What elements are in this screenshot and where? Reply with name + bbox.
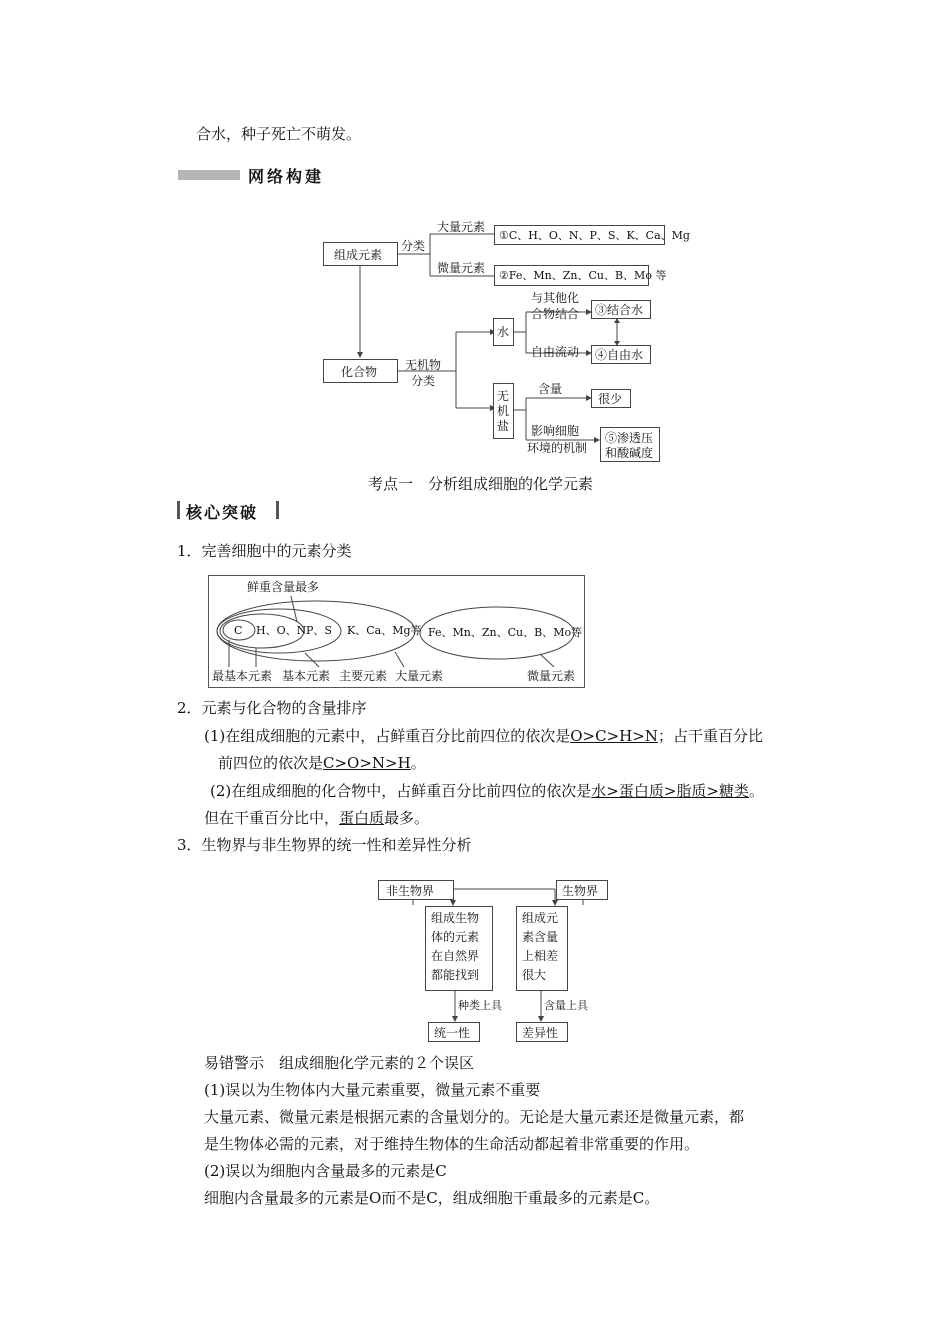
diff-reason-3: 上相差 — [522, 949, 559, 963]
item-2-2-text-f: 最多。 — [384, 809, 430, 827]
tongyi-box — [428, 1022, 480, 1042]
hanliang-label: 含量 — [538, 382, 563, 396]
unity-reason-1: 组成生物 — [431, 911, 480, 925]
label-weiliang: 微量元素 — [527, 669, 576, 683]
warning-3: 是生物体必需的元素，对于维持生物体的生命活动都起着非常重要的作用。 — [204, 1135, 700, 1153]
ziyou-label: ④自由水 — [595, 348, 644, 362]
shentou-line2: 和酸碱度 — [605, 446, 654, 460]
shentou-line1: ⑤渗透压 — [605, 431, 654, 445]
diff-reason-1: 组成元 — [522, 911, 559, 925]
unity-reason-4: 都能找到 — [431, 968, 480, 982]
warning-5: 细胞内含量最多的元素是O而不是C，组成细胞干重最多的元素是C。 — [204, 1189, 660, 1207]
yuqita-line1: 与其他化 — [531, 291, 580, 305]
label-daliang: 大量元素 — [395, 669, 444, 683]
warning-2: 大量元素、微量元素是根据元素的含量划分的。无论是大量元素还是微量元素，都 — [204, 1108, 745, 1126]
jiehe-label: ③结合水 — [595, 303, 644, 317]
fresh-weight-compound-order: 水>蛋白质>脂质>糖类 — [591, 782, 749, 800]
item-3: 3．生物界与非生物界的统一性和差异性分析 — [177, 836, 472, 854]
dry-weight-element-order: C>O>N>H — [323, 754, 411, 772]
daliang-box-text: ①C、H、O、N、P、S、K、Ca、Mg — [499, 229, 690, 242]
item-2: 2．元素与化合物的含量排序 — [177, 699, 367, 717]
warning-title: 易错警示 组成细胞化学元素的２个误区 — [204, 1054, 475, 1072]
label-zhuyao: 主要元素 — [339, 669, 388, 683]
tongyi-label: 统一性 — [434, 1026, 471, 1040]
item-1: 1．完善细胞中的元素分类 — [177, 542, 352, 560]
wujiyan-char-3: 盐 — [497, 419, 510, 433]
yingxiang-line2: 环境的机制 — [527, 441, 588, 455]
shengwu-label: 生物界 — [562, 884, 599, 898]
diff-reason-4: 很大 — [522, 968, 547, 982]
chayi-box — [516, 1022, 568, 1042]
micro-elements-label: Fe、Mn、Zn、Cu、B、Mo等 — [428, 626, 583, 639]
dry-weight-most-compound: 蛋白质 — [339, 809, 385, 827]
chayi-label: 差异性 — [522, 1026, 559, 1040]
fenlei-label-2: 分类 — [411, 374, 436, 388]
weiliang-box-text: ②Fe、Mn、Zn、Cu、B、Mo 等 — [499, 269, 667, 282]
continued-text: 合水，种子死亡不萌发。 — [196, 125, 362, 143]
feishengwu-box — [378, 880, 454, 900]
diff-reason-box — [516, 906, 568, 991]
item-2-2-text-d: 但在干重百分比中， — [204, 809, 340, 827]
ps-label: P、S — [306, 624, 332, 637]
kcamg-label: K、Ca、Mg等 — [347, 624, 422, 637]
kaodian-title: 考点一 分析组成细胞的化学元素 — [368, 475, 594, 493]
wujiwu-label: 无机物 — [405, 358, 442, 372]
zhonglei-label: 种类上具 — [458, 999, 502, 1012]
item-2-1-text-f: 。 — [410, 754, 426, 772]
c-label: C — [234, 624, 243, 637]
item-2-1-text-a: (1)在组成细胞的元素中，占鲜重百分比前四位的依次是 — [204, 727, 571, 745]
item-2-1-text-d: 前四位的依次是 — [218, 754, 324, 772]
fresh-weight-element-order: O>C>H>N — [570, 727, 658, 745]
wujiyan-char-1: 无 — [497, 389, 510, 403]
diff-reason-2: 素含量 — [522, 930, 559, 944]
label-jiben: 基本元素 — [282, 669, 331, 683]
zucheng-label: 组成元素 — [334, 248, 383, 262]
hon-label: H、O、N — [256, 624, 307, 637]
item-2-1-text-c: ；占干重百分比 — [657, 727, 763, 745]
unity-reason-2: 体的元素 — [431, 930, 480, 944]
shui-label: 水 — [497, 325, 510, 339]
warning-1: (1)误以为生物体内大量元素重要，微量元素不重要 — [204, 1081, 541, 1099]
label-zuijiben: 最基本元素 — [212, 669, 273, 683]
daliang-label: 大量元素 — [437, 220, 486, 234]
feishengwu-label: 非生物界 — [386, 884, 435, 898]
item-2-2-text-c: 。 — [748, 782, 764, 800]
weiliang-label: 微量元素 — [437, 261, 486, 275]
wujiyan-char-2: 机 — [497, 404, 510, 418]
warning-4: (2)误以为细胞内含量最多的元素是C — [204, 1162, 447, 1180]
hanliang-label-3: 含量上具 — [544, 999, 588, 1012]
fenlei-label-1: 分类 — [401, 239, 426, 253]
item-2-2-text-a: (2)在组成细胞的化合物中，占鲜重百分比前四位的依次是 — [210, 782, 592, 800]
huahewu-label: 化合物 — [341, 365, 378, 379]
hexin-heading: 核心突破 — [186, 503, 259, 522]
network-heading: 网络构建 — [248, 167, 325, 186]
yingxiang-line1: 影响细胞 — [531, 424, 580, 438]
henshao-label: 很少 — [598, 392, 623, 406]
ziyouliudong-label: 自由流动 — [531, 345, 580, 359]
shengwu-box — [556, 880, 608, 900]
xianzhong-label: 鲜重含量最多 — [247, 580, 320, 594]
yuqita-line2: 合物结合 — [531, 307, 580, 321]
unity-reason-3: 在自然界 — [431, 949, 480, 963]
unity-reason-box — [425, 906, 493, 991]
